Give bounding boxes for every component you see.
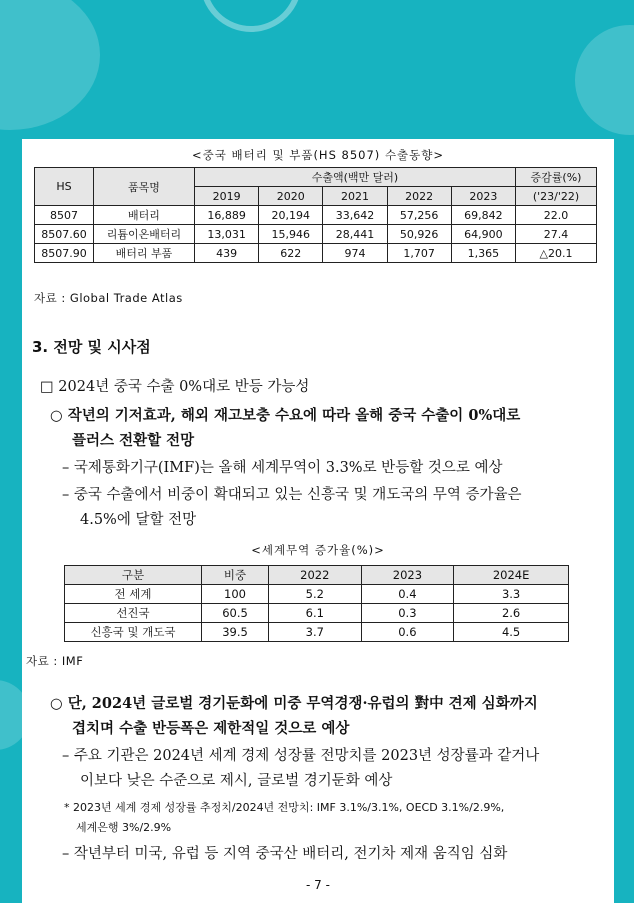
footnote-line2: 세계은행 3%/2.9% (76, 821, 172, 834)
table-row (65, 604, 569, 623)
footnote-line1: * 2023년 세계 경제 성장률 추정치/2024년 전망치: IMF 3.1%/3.1%, OECD 3.1%/2.9%, (64, 801, 505, 814)
decor-circle-left (0, 0, 100, 130)
decor-circle-right (575, 25, 634, 135)
table1-year: 2023 (451, 187, 515, 206)
table2-header: 2022 (269, 566, 362, 585)
table-row (65, 623, 569, 642)
cell: 622 (259, 244, 323, 263)
table2-source: 자료 : IMF (26, 654, 84, 668)
cell: 27.4 (516, 225, 597, 244)
bullet-dash-4: – 작년부터 미국, 유럽 등 지역 중국산 배터리, 전기차 제재 움직임 심화 (62, 846, 508, 862)
table2-header: 비중 (202, 566, 269, 585)
bullet-circle-1-line1: ○ 작년의 기저효과, 해외 재고보충 수요에 따라 올해 중국 수출이 0%대로 (50, 407, 521, 424)
table1-caption: <중국 배터리 및 부품(HS 8507) 수출동향> (191, 148, 445, 162)
cell: 50,926 (387, 225, 451, 244)
cell: 1,365 (451, 244, 515, 263)
cell: 3.3 (454, 585, 569, 604)
cell: 974 (323, 244, 387, 263)
table1-year: 2020 (259, 187, 323, 206)
section-title: 3. 전망 및 시사점 (32, 338, 151, 356)
page-number: - 7 - (306, 878, 330, 892)
cell: 2.6 (454, 604, 569, 623)
bullet-square-1: □ 2024년 중국 수출 0%대로 반등 가능성 (40, 379, 310, 395)
table1-source: 자료 : Global Trade Atlas (34, 291, 183, 305)
cell: △20.1 (516, 244, 597, 263)
cell: 69,842 (451, 206, 515, 225)
cell: 신흥국 및 개도국 (65, 623, 202, 642)
cell: 8507 (35, 206, 94, 225)
cell: 배터리 (94, 206, 195, 225)
cell: 3.7 (269, 623, 362, 642)
document-page (22, 139, 614, 903)
cell: 28,441 (323, 225, 387, 244)
table1-export-trend (34, 167, 597, 263)
bullet-dash-2-line1: – 중국 수출에서 비중이 확대되고 있는 신흥국 및 개도국의 무역 증가율은 (62, 487, 522, 503)
cell: 선진국 (65, 604, 202, 623)
cell: 4.5 (454, 623, 569, 642)
bullet-dash-3-line2: 이보다 낮은 수준으로 제시, 글로벌 경기둔화 예상 (80, 773, 393, 789)
table-row (65, 585, 569, 604)
table1-year: 2022 (387, 187, 451, 206)
table-row (35, 244, 597, 263)
table1-header-item: 품목명 (94, 168, 195, 206)
table2-header: 2023 (361, 566, 454, 585)
cell: 13,031 (195, 225, 259, 244)
cell: 8507.90 (35, 244, 94, 263)
cell: 60.5 (202, 604, 269, 623)
cell: 100 (202, 585, 269, 604)
cell: 16,889 (195, 206, 259, 225)
bullet-circle-2-line2: 겹치며 수출 반등폭은 제한적일 것으로 예상 (72, 720, 350, 737)
cell: 39.5 (202, 623, 269, 642)
cell: 439 (195, 244, 259, 263)
cell: 0.3 (361, 604, 454, 623)
cell: 1,707 (387, 244, 451, 263)
cell: 33,642 (323, 206, 387, 225)
table2-header: 구분 (65, 566, 202, 585)
cell: 0.4 (361, 585, 454, 604)
table2-header: 2024E (454, 566, 569, 585)
table1-year: 2019 (195, 187, 259, 206)
bullet-dash-3-line1: – 주요 기관은 2024년 세계 경제 성장률 전망치를 2023년 성장률과 같거나 (62, 748, 540, 764)
table1-header-hs: HS (35, 168, 94, 206)
table-row (35, 206, 597, 225)
cell: 5.2 (269, 585, 362, 604)
cell: 57,256 (387, 206, 451, 225)
table2-world-trade-growth (64, 565, 569, 642)
cell: 전 세계 (65, 585, 202, 604)
cell: 리튬이온배터리 (94, 225, 195, 244)
table1-header-growth: 증감률(%) (516, 168, 597, 187)
cell: 64,900 (451, 225, 515, 244)
cell: 6.1 (269, 604, 362, 623)
bullet-circle-1-line2: 플러스 전환할 전망 (72, 432, 195, 449)
bullet-dash-1: – 국제통화기구(IMF)는 올해 세계무역이 3.3%로 반등할 것으로 예상 (62, 460, 503, 476)
bullet-dash-2-line2: 4.5%에 달할 전망 (80, 512, 197, 528)
decor-ring-top (200, 0, 302, 32)
cell: 8507.60 (35, 225, 94, 244)
table-row (35, 225, 597, 244)
table2-caption: <세계무역 증가율(%)> (251, 543, 385, 557)
cell: 배터리 부품 (94, 244, 195, 263)
cell: 20,194 (259, 206, 323, 225)
table1-growth-period: ('23/'22) (516, 187, 597, 206)
table1-year: 2021 (323, 187, 387, 206)
cell: 15,946 (259, 225, 323, 244)
cell: 22.0 (516, 206, 597, 225)
bullet-circle-2-line1: ○ 단, 2024년 글로벌 경기둔화에 미중 무역경쟁·유럽의 對中 견제 심화까지 (50, 695, 538, 712)
table1-header-export: 수출액(백만 달러) (195, 168, 516, 187)
cell: 0.6 (361, 623, 454, 642)
